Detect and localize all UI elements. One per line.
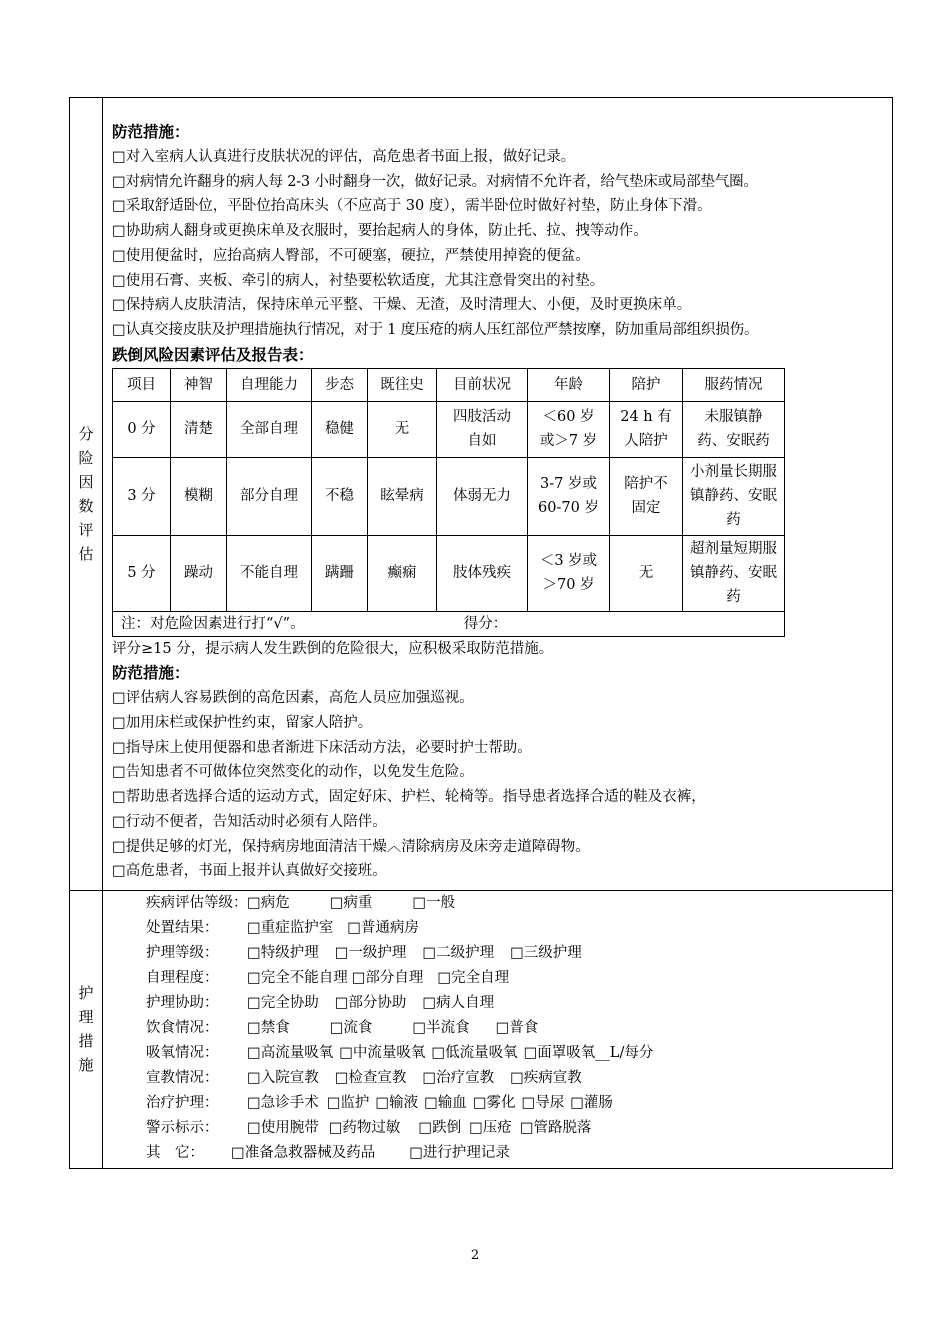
table-cell[interactable]: 肢体残疾	[437, 535, 528, 611]
checkbox-option[interactable]: □重症监护室	[247, 919, 334, 936]
nursing-row-key: 护理协助：	[146, 994, 219, 1011]
checkbox-option[interactable]: □灌肠	[570, 1094, 613, 1111]
checkbox-option[interactable]: □病人自理	[422, 994, 495, 1011]
checkbox-option[interactable]: □准备急救器械及药品	[231, 1144, 376, 1161]
checkbox-option[interactable]: □使用腕带	[247, 1119, 319, 1136]
nursing-row-key: 警示标示：	[146, 1119, 219, 1136]
nursing-section-label-cell	[70, 890, 103, 1168]
pressure-measure[interactable]: □对病情允许翻身的病人每 2-3 小时翻身一次，做好记录。对病情不允许者，给气垫床或局部垫气圈。	[112, 173, 758, 190]
checkbox-option[interactable]: □中流量吸氧	[339, 1044, 426, 1061]
nursing-row-key: 其 它：	[146, 1144, 204, 1161]
column-header: 服药情况	[683, 368, 785, 401]
pressure-measure[interactable]: □对入室病人认真进行皮肤状况的评估，高危患者书面上报，做好记录。	[112, 149, 576, 165]
checkbox-option[interactable]: □部分自理	[351, 969, 424, 986]
pressure-measure[interactable]: □协助病人翻身或更换床单及衣服时，要抬起病人的身体，防止托、拉、拽等动作。	[112, 223, 648, 240]
checkbox-option[interactable]: □部分协助	[334, 994, 407, 1011]
column-header: 神智	[171, 368, 227, 401]
checkbox-option[interactable]: □二级护理	[422, 944, 495, 961]
nursing-row-key: 护理等级：	[146, 944, 219, 961]
nursing-row	[146, 1066, 884, 1091]
nursing-row	[146, 1016, 884, 1041]
nursing-row-key: 吸氧情况：	[146, 1044, 219, 1061]
table-row	[113, 535, 785, 611]
nursing-row	[146, 966, 884, 991]
fall-measure[interactable]: □告知患者不可做体位突然变化的动作，以免发生危险。	[112, 764, 474, 781]
checkbox-option[interactable]: □低流量吸氧	[431, 1044, 518, 1061]
table-cell[interactable]: 四肢活动自如	[437, 401, 528, 457]
fall-measure[interactable]: □评估病人容易跌倒的高危因素，高危人员应加强巡视。	[112, 690, 474, 707]
page-number: 2	[470, 1248, 480, 1263]
table-cell[interactable]: 24 h 有人陪护	[610, 401, 683, 457]
table-note-cell	[113, 611, 785, 636]
nursing-row-key: 宣教情况：	[146, 1069, 219, 1086]
checkbox-option[interactable]: □完全协助	[247, 994, 319, 1011]
checkbox-option[interactable]: □疾病宣教	[510, 1069, 582, 1086]
nursing-row	[146, 891, 884, 916]
checkbox-option[interactable]: □管路脱落	[519, 1119, 592, 1136]
table-cell[interactable]: ＜60 岁或＞7 岁	[528, 401, 610, 457]
table-cell[interactable]: 超剂量短期服镇静药、安眠药	[683, 535, 785, 611]
fall-measure[interactable]: □指导床上使用便器和患者渐进下床活动方法，必要时护士帮助。	[112, 739, 532, 756]
nursing-row-key: 疾病评估等级：	[146, 894, 248, 911]
score-label[interactable]: 得分：	[463, 615, 508, 632]
fall-measures-heading: 防范措施：	[112, 664, 190, 683]
table-cell[interactable]: 小剂量长期服镇静药、安眠药	[683, 457, 785, 535]
nursing-row-key: 处置结果：	[146, 919, 219, 936]
checkbox-option[interactable]: □三级护理	[510, 944, 582, 961]
table-cell[interactable]: 无	[610, 535, 683, 611]
table-cell[interactable]: 未服镇静药、安眠药	[683, 401, 785, 457]
score-cell: 0 分	[113, 401, 171, 457]
checkbox-option[interactable]: □完全不能自理	[247, 969, 348, 986]
table-row	[113, 401, 785, 457]
fall-risk-heading: 跌倒风险因素评估及报告表：	[112, 345, 314, 364]
table-cell[interactable]: 3-7 岁或60-70 岁	[528, 457, 610, 535]
score-cell: 5 分	[113, 535, 171, 611]
fall-measure[interactable]: □高危患者，书面上报并认真做好交接班。	[112, 863, 387, 880]
table-cell[interactable]: 躁动	[171, 535, 227, 611]
table-cell[interactable]: 体弱无力	[437, 457, 528, 535]
checkbox-option[interactable]: □跌倒	[418, 1119, 462, 1136]
risk-section-label-cell	[70, 98, 103, 891]
nursing-row	[146, 916, 884, 941]
checkbox-option[interactable]: □禁食	[247, 1019, 290, 1036]
table-cell[interactable]: 陪护不固定	[610, 457, 683, 535]
score-tip: 评分≥15 分，提示病人发生跌倒的危险很大，应积极采取防范措施。	[112, 640, 554, 657]
column-header: 年龄	[528, 368, 610, 401]
table-cell[interactable]: 稳健	[312, 401, 368, 457]
pressure-measures-heading: 防范措施：	[112, 123, 190, 141]
checkbox-option[interactable]: □雾化	[472, 1094, 516, 1111]
checkbox-option[interactable]: □普通病房	[347, 919, 419, 936]
nursing-row	[146, 941, 884, 966]
table-cell[interactable]: 清楚	[171, 401, 227, 457]
table-note: 注：对危险因素进行打“√”。	[121, 615, 305, 632]
nursing-row	[146, 1141, 884, 1166]
nursing-row	[146, 1041, 884, 1066]
column-header: 既往史	[368, 368, 437, 401]
nursing-row	[146, 1116, 884, 1141]
pressure-measure[interactable]: □认真交接皮肤及护理措施执行情况，对于 1 度压疮的病人压红部位严禁按摩，防加重局部组织损伤。	[112, 321, 759, 338]
table-cell[interactable]: ＜3 岁或＞70 岁	[528, 535, 610, 611]
checkbox-option[interactable]: □面罩吸氧__L/每分	[523, 1044, 654, 1061]
nursing-row	[146, 1091, 884, 1116]
column-header: 目前状况	[437, 368, 528, 401]
checkbox-option[interactable]: □病危	[247, 894, 290, 911]
checkbox-option[interactable]: □治疗宣教	[422, 1069, 495, 1086]
table-cell[interactable]: 不稳	[312, 457, 368, 535]
table-cell[interactable]: 眩晕病	[368, 457, 437, 535]
table-cell[interactable]: 蹒跚	[312, 535, 368, 611]
checkbox-option[interactable]: □入院宣教	[247, 1069, 319, 1086]
risk-section-content	[103, 98, 893, 891]
checkbox-option[interactable]: □一级护理	[334, 944, 407, 961]
nursing-row-key: 饮食情况：	[146, 1019, 219, 1036]
checkbox-option[interactable]: □急诊手术	[247, 1094, 319, 1111]
checkbox-option[interactable]: □导尿	[521, 1094, 565, 1111]
table-cell[interactable]: 无	[368, 401, 437, 457]
table-cell[interactable]: 不能自理	[227, 535, 312, 611]
column-header: 项目	[113, 368, 171, 401]
nursing-row-key: 治疗护理：	[146, 1094, 219, 1111]
checkbox-option[interactable]: □输液	[375, 1094, 419, 1111]
checkbox-option[interactable]: □药物过敏	[328, 1119, 401, 1136]
checkbox-option[interactable]: □压疮	[469, 1119, 512, 1136]
checkbox-option[interactable]: □检查宣教	[334, 1069, 407, 1086]
checkbox-option[interactable]: □监护	[326, 1094, 370, 1111]
fall-measure[interactable]: □加用床栏或保护性约束，留家人陪护。	[112, 715, 373, 732]
table-cell[interactable]: 全部自理	[227, 401, 312, 457]
column-header: 自理能力	[227, 368, 312, 401]
table-cell[interactable]: 模糊	[171, 457, 227, 535]
checkbox-option[interactable]: □半流食	[412, 1019, 470, 1036]
checkbox-option[interactable]: □完全自理	[437, 969, 510, 986]
nursing-section-label: 护理措施	[78, 984, 94, 1075]
fall-measure[interactable]: □行动不便者，告知活动时必须有人陪伴。	[112, 813, 387, 830]
pressure-measure[interactable]: □采取舒适卧位，平卧位抬高床头（不应高于 30 度），需半卧位时做好衬垫，防止身体下滑。	[112, 198, 712, 215]
pressure-measure[interactable]: □使用石膏、夹板、牵引的病人，衬垫要松软适度，尤其注意骨突出的衬垫。	[112, 272, 605, 289]
column-header: 陪护	[610, 368, 683, 401]
column-header: 步态	[312, 368, 368, 401]
risk-section-label: 分险因数评估	[78, 424, 94, 563]
checkbox-option[interactable]: □一般	[412, 894, 456, 911]
checkbox-option[interactable]: □流食	[329, 1019, 373, 1036]
fall-table-header-row	[113, 368, 785, 401]
table-cell[interactable]: 癫痫	[368, 535, 437, 611]
checkbox-option[interactable]: □特级护理	[247, 944, 319, 961]
table-cell[interactable]: 部分自理	[227, 457, 312, 535]
pressure-measure[interactable]: □保持病人皮肤清洁，保持床单元平整、干燥、无渣，及时清理大、小便，及时更换床单。	[112, 297, 692, 314]
table-note-row	[113, 611, 785, 636]
pressure-measure[interactable]: □使用便盆时，应抬高病人臀部，不可硬塞，硬拉，严禁使用掉瓷的便盆。	[112, 247, 590, 264]
checkbox-option[interactable]: □进行护理记录	[409, 1144, 510, 1161]
checkbox-option[interactable]: □病重	[329, 894, 373, 911]
checkbox-option[interactable]: □高流量吸氧	[247, 1044, 334, 1061]
nursing-row	[146, 991, 884, 1016]
checkbox-option[interactable]: □输血	[424, 1094, 467, 1111]
table-row	[113, 457, 785, 535]
fall-risk-table	[112, 368, 785, 637]
fall-measure[interactable]: □提供足够的灯光，保持病房地面清洁干燥︿清除病房及床旁走道障碍物。	[112, 838, 590, 855]
fall-measure[interactable]: □帮助患者选择合适的运动方式，固定好床、护栏、轮椅等。指导患者选择合适的鞋及衣裤，	[112, 789, 706, 806]
assessment-form	[69, 97, 893, 1169]
nursing-row-key: 自理程度：	[146, 969, 219, 986]
score-cell: 3 分	[113, 457, 171, 535]
nursing-section-content	[103, 890, 893, 1168]
checkbox-option[interactable]: □普食	[495, 1019, 539, 1036]
